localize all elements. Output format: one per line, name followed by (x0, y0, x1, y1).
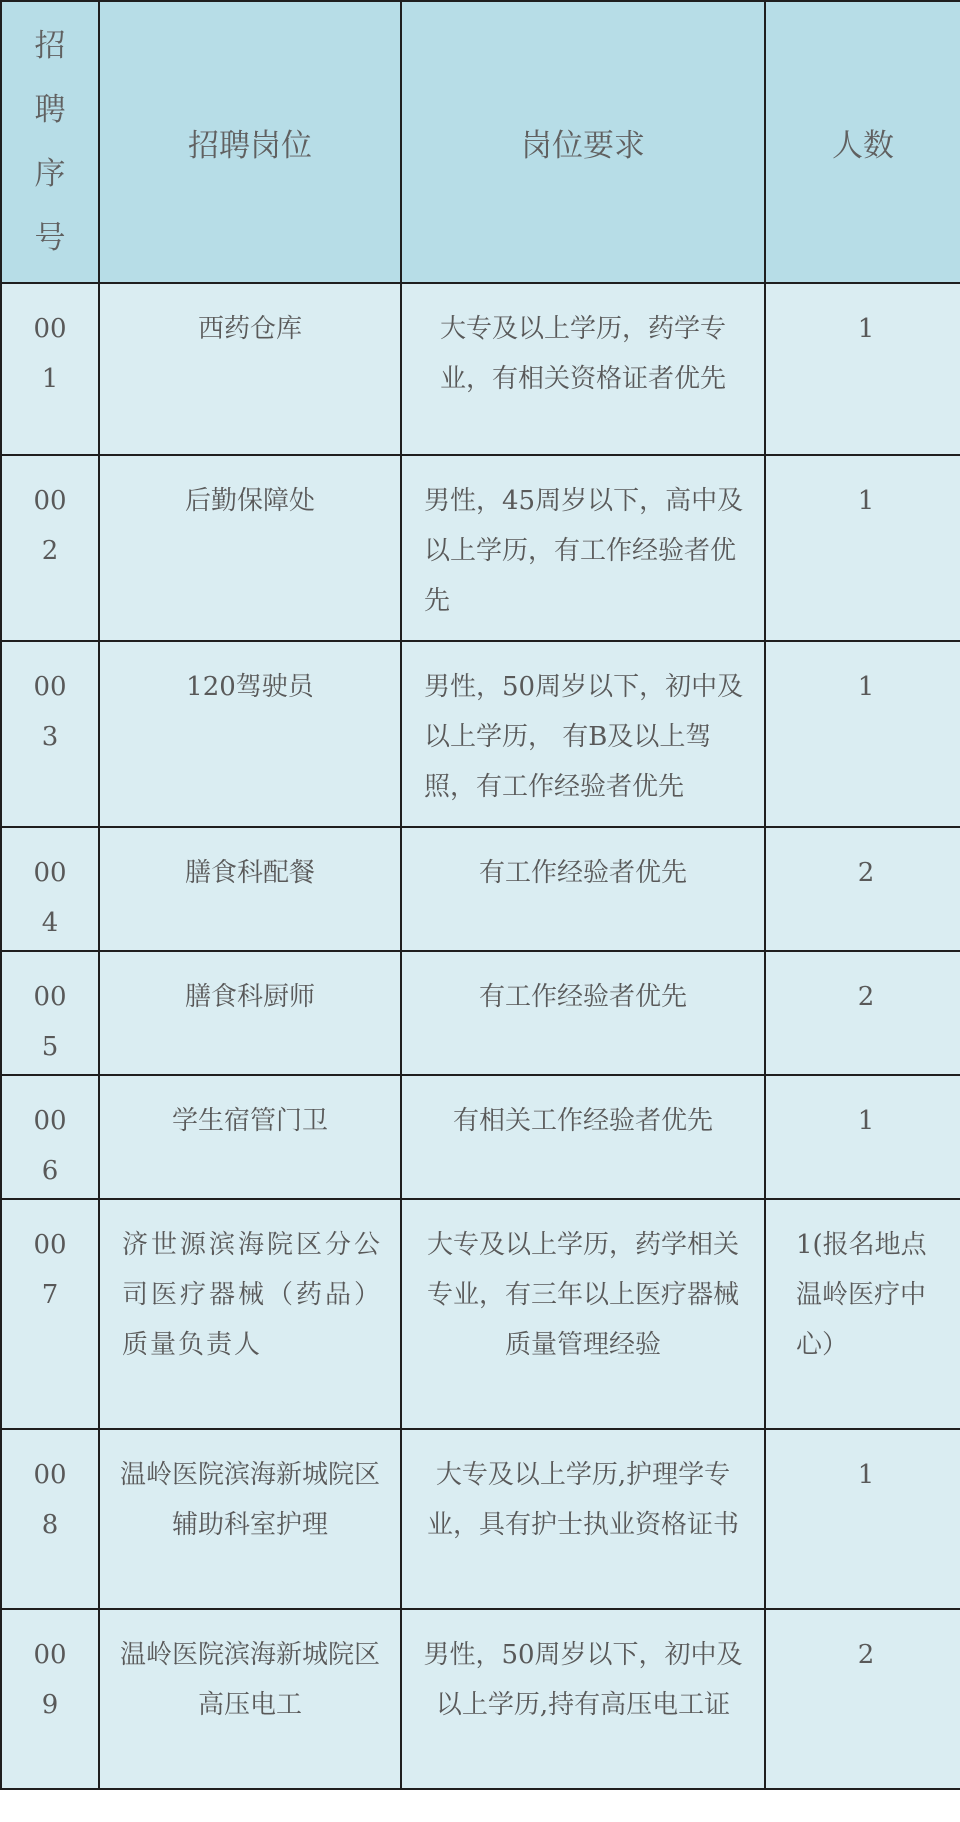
position-cell (99, 283, 401, 455)
position-cell (99, 641, 401, 827)
requirement-cell (401, 1199, 765, 1429)
position-value: 西药仓库 (197, 314, 302, 344)
count-value: 2 (857, 982, 875, 1012)
seq-cell (1, 1429, 99, 1609)
position-value: 膳食科厨师 (184, 982, 315, 1012)
position-value: 温岭医院滨海新城院区高压电工 (119, 1640, 380, 1720)
seq-value: 004 (33, 858, 67, 938)
header-seq (1, 1, 99, 283)
count-cell (765, 1609, 960, 1789)
requirement-cell (401, 1075, 765, 1199)
header-count: 人数 (765, 1, 960, 283)
seq-value: 008 (33, 1460, 67, 1540)
seq-value: 007 (33, 1230, 67, 1310)
position-value: 膳食科配餐 (184, 858, 315, 888)
position-cell (99, 827, 401, 951)
position-value: 学生宿管门卫 (171, 1106, 328, 1136)
position-cell (99, 1075, 401, 1199)
seq-value: 009 (33, 1640, 67, 1720)
header-seq-label: 招聘序号 (34, 28, 66, 256)
requirement-cell (401, 283, 765, 455)
table-row (1, 641, 960, 827)
count-value: 1 (857, 672, 875, 702)
position-cell (99, 951, 401, 1075)
requirement-cell (401, 1429, 765, 1609)
position-cell (99, 1199, 401, 1429)
count-cell (765, 827, 960, 951)
seq-value: 002 (33, 486, 67, 566)
table-row (1, 1609, 960, 1789)
header-position: 招聘岗位 (99, 1, 401, 283)
requirement-value: 大专及以上学历,护理学专业，具有护士执业资格证书 (426, 1460, 739, 1540)
requirement-cell (401, 827, 765, 951)
count-value: 1 (857, 486, 875, 516)
count-cell (765, 641, 960, 827)
count-cell (765, 455, 960, 641)
seq-cell (1, 1199, 99, 1429)
requirement-value: 大专及以上学历，药学专业，有相关资格证者优先 (439, 314, 726, 394)
seq-cell (1, 951, 99, 1075)
table-row (1, 1199, 960, 1429)
seq-cell (1, 1075, 99, 1199)
position-value: 温岭医院滨海新城院区辅助科室护理 (119, 1460, 380, 1540)
seq-cell (1, 641, 99, 827)
position-value: 120驾驶员 (186, 672, 314, 702)
seq-value: 003 (33, 672, 67, 752)
position-cell (99, 455, 401, 641)
requirement-value: 有相关工作经验者优先 (452, 1106, 713, 1136)
table-row (1, 951, 960, 1075)
count-cell (765, 1429, 960, 1609)
seq-cell (1, 1609, 99, 1789)
table-row (1, 283, 960, 455)
requirement-value: 有工作经验者优先 (478, 982, 687, 1012)
table-header-row (1, 1, 960, 283)
seq-value: 001 (33, 314, 67, 394)
count-value: 2 (857, 1640, 875, 1670)
position-value: 后勤保障处 (184, 486, 315, 516)
requirement-value: 有工作经验者优先 (478, 858, 687, 888)
requirement-cell (401, 641, 765, 827)
table-row (1, 1075, 960, 1199)
table-row (1, 1429, 960, 1609)
seq-cell (1, 283, 99, 455)
header-requirement: 岗位要求 (401, 1, 765, 283)
requirement-value: 男性，50周岁以下，初中及以上学历， 有B及以上驾照，有工作经验者优先 (424, 672, 744, 802)
requirement-cell (401, 1609, 765, 1789)
seq-cell (1, 827, 99, 951)
position-cell (99, 1609, 401, 1789)
count-value: 1 (857, 314, 875, 344)
count-cell (765, 283, 960, 455)
table-row (1, 827, 960, 951)
seq-value: 006 (33, 1106, 67, 1186)
requirement-value: 男性，50周岁以下，初中及以上学历,持有高压电工证 (423, 1640, 743, 1720)
position-value: 济世源滨海院区分公司医疗器械（药品）质量负责人 (122, 1230, 382, 1360)
count-cell (765, 951, 960, 1075)
count-value: 1(报名地点温岭医疗中心） (796, 1230, 927, 1360)
requirement-cell (401, 455, 765, 641)
count-value: 1 (857, 1106, 875, 1136)
count-cell (765, 1199, 960, 1429)
table-row (1, 455, 960, 641)
seq-value: 005 (33, 982, 67, 1062)
count-value: 1 (857, 1460, 875, 1490)
requirement-cell (401, 951, 765, 1075)
count-cell (765, 1075, 960, 1199)
requirement-value: 大专及以上学历，药学相关专业，有三年以上医疗器械质量管理经验 (426, 1230, 739, 1360)
seq-cell (1, 455, 99, 641)
count-value: 2 (857, 858, 875, 888)
position-cell (99, 1429, 401, 1609)
requirement-value: 男性，45周岁以下，高中及以上学历，有工作经验者优先 (424, 486, 744, 616)
